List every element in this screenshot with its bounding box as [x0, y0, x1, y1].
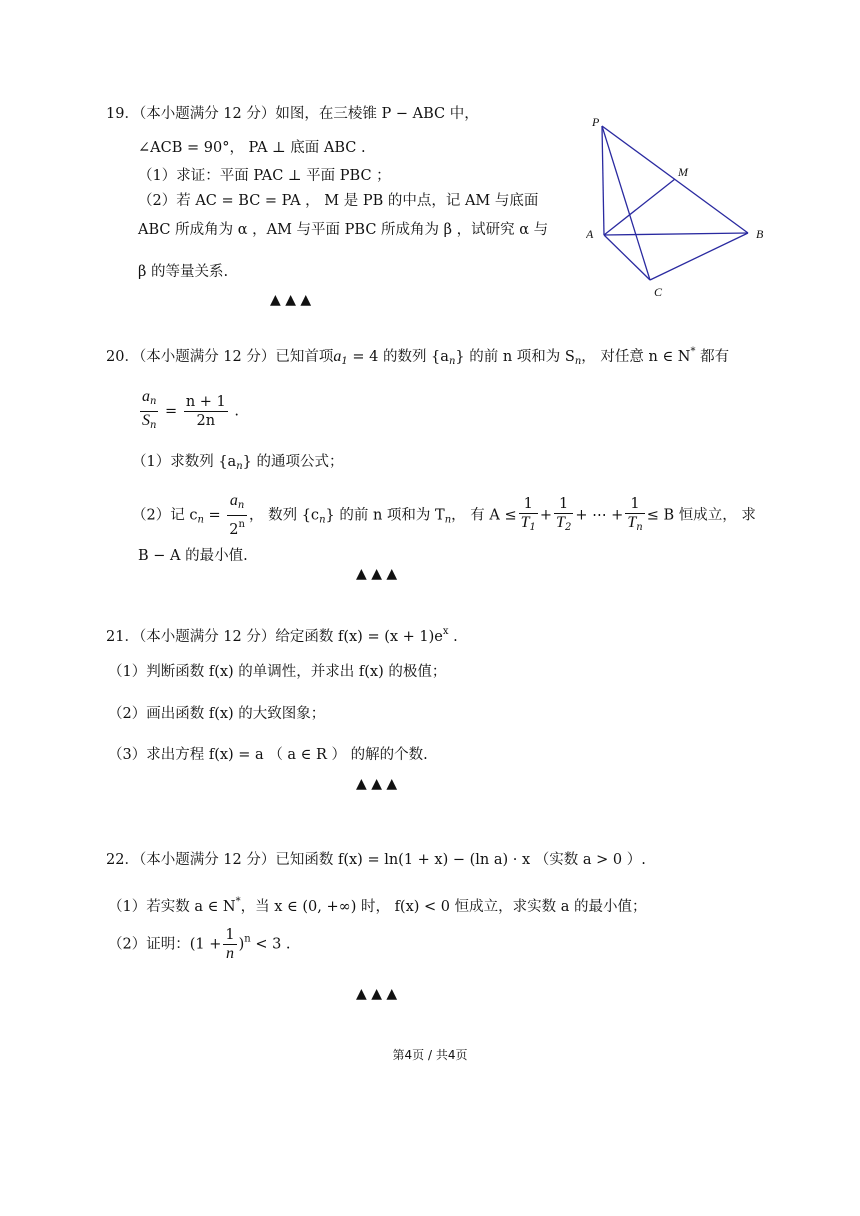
- edge-ab: [604, 233, 748, 235]
- q22-line1: 22．（本小题满分 12 分）已知函数 f(x) = ln(1 + x) − (ln a) · x （实数 a > 0 ）.: [106, 852, 646, 868]
- q21-line1: 21．（本小题满分 12 分）给定函数 $f(x) = (x + 1)e^x$ .: [106, 626, 458, 645]
- q19-part2-line2: ABC 所成角为 α ，AM 与平面 PBC 所成角为 β ，试研究 α 与: [138, 222, 549, 238]
- separator-triangles: ▲ ▲ ▲: [356, 986, 398, 1002]
- edge-pa: [602, 126, 604, 235]
- q20-part1: （1）求数列 $\{a_n\}$ 的通项公式；: [132, 454, 344, 472]
- q20-line1: 20．（本小题满分 12 分）已知首项$a_1 = 4$ 的数列 $\{a_n\}$ 的前 n 项和为 $S_n$， 对任意 n ∈ N* 都有: [106, 346, 730, 367]
- separator-triangles: ▲ ▲ ▲: [356, 566, 398, 582]
- q22-part2: （2）证明：(1 + $\frac{1}{n}$ )$^n$ < 3 .: [108, 927, 291, 962]
- label-c: C: [654, 285, 663, 299]
- pyramid-diagram: [586, 112, 776, 302]
- label-b: B: [756, 227, 764, 241]
- separator-triangles: ▲ ▲ ▲: [356, 776, 398, 792]
- q19-part2-line1: （2）若 AC = BC = PA ， M 是 PB 的中点，记 AM 与底面: [138, 193, 539, 209]
- q20-condition-equation: $\frac{a_n}{S_n}$ = $\frac{n + 1}{2n}$ .: [142, 388, 239, 431]
- page-footer: 第4页 / 共4页: [392, 1048, 468, 1062]
- segment-am: [604, 179, 675, 235]
- q20-part2: （2）记 $c_n$ = $\frac{a_n}{2^n}$ ， 数列 $\{c_n\}$ 的前 n 项和为 $T_n$， 有 A ≤ $\frac{1}{T_1}$ + $\frac{1}{T_2}$ + ⋯ + $\frac{1}{T_n}$ ≤ B 恒成立， 求: [132, 492, 756, 538]
- edge-cb: [650, 233, 748, 280]
- q21-part3: （3）求出方程 f(x) = a （ a ∈ R ） 的解的个数.: [108, 747, 428, 763]
- q21-part2: （2）画出函数 f(x) 的大致图象；: [108, 706, 326, 722]
- q19-part2-line3: β 的等量关系.: [138, 264, 229, 280]
- label-a: A: [586, 227, 594, 241]
- q21-part1: （1）判断函数 f(x) 的单调性，并求出 f(x) 的极值；: [108, 664, 447, 680]
- separator-triangles: ▲ ▲ ▲: [270, 292, 312, 308]
- label-m: M: [678, 165, 688, 179]
- q20-part2-end: B − A 的最小值.: [138, 548, 248, 564]
- q19-line1: 19．（本小题满分 12 分）如图，在三棱锥 P − ABC 中，: [106, 106, 479, 122]
- q19-part1: （1）求证：平面 PAC ⊥ 平面 PBC ；: [138, 168, 391, 184]
- q19-line2: ∠ACB = 90°， PA ⊥ 底面 ABC .: [138, 140, 366, 156]
- label-p: P: [592, 115, 600, 129]
- q22-part1: （1）若实数 a ∈ N*，当 x ∈ (0, +∞) 时， f(x) < 0 恒成立，求实数 a 的最小值；: [108, 896, 647, 915]
